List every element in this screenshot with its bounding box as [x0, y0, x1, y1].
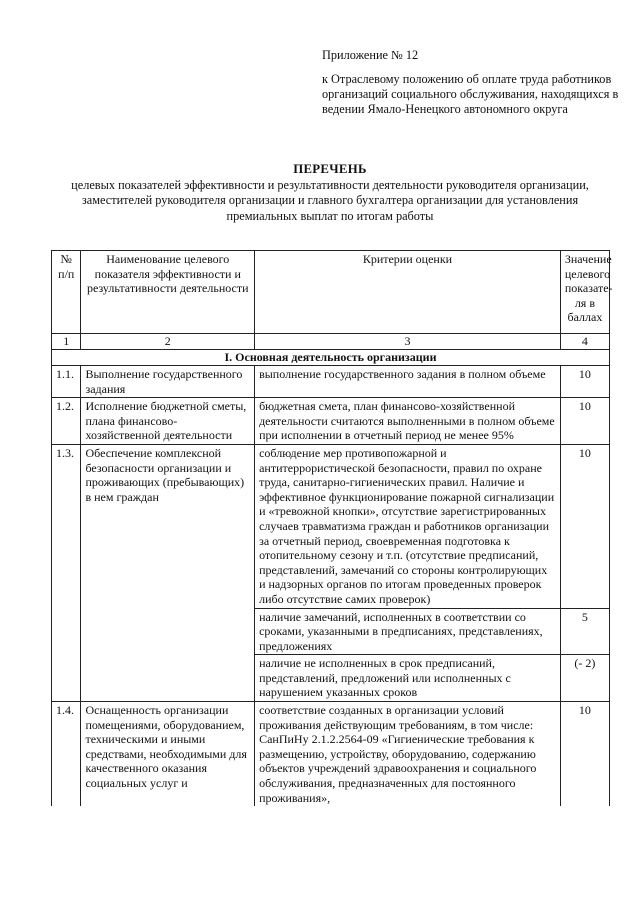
document-heading: [60, 162, 600, 224]
row-criteria: бюджетная смета, план финансово-хозяйственной деятельности считаются выполненными в полном объеме при исполнении в отчетный период не менее 95%: [255, 398, 561, 445]
header-name: Наименование целевого показателя эффективности и результативности деятельности: [81, 251, 255, 334]
row-num: 1.2.: [52, 398, 81, 445]
column-number: 1: [52, 334, 81, 350]
table-row: [52, 702, 610, 807]
row-name: Выполнение государственного задания: [81, 366, 255, 398]
document-subtitle: целевых показателей эффективности и результативности деятельности руководителя организации, заместителей руководителя организации и главного бухгалтера организации для установления премиальных выплат по итогам работы: [71, 177, 589, 223]
row-num: 1.4.: [52, 702, 81, 807]
row-criteria: выполнение государственного задания в полном объеме: [255, 366, 561, 398]
row-num: 1.1.: [52, 366, 81, 398]
section-row: [52, 350, 610, 366]
row-value: 10: [560, 444, 609, 608]
section-title: I. Основная деятельность организации: [52, 350, 610, 366]
indicators-table: [51, 250, 613, 806]
row-criteria: наличие не исполненных в срок предписаний, представлений, предложений или исполненных с нарушением указанных сроков: [255, 655, 561, 702]
appendix-number: Приложение № 12: [322, 48, 419, 62]
header-value: Значение целевого показате-ля в баллах: [560, 251, 609, 334]
row-num: 1.3.: [52, 444, 81, 701]
header-num: № п/п: [52, 251, 81, 334]
row-criteria: соблюдение мер противопожарной и антитеррористической безопасности, правил по охране труда, санитарно-гигиенических правил. Наличие и эффективное функционирование пожарной сигнализации и «тревожной кнопки», отсутствие зарегистрированных случаев травматизма граждан и работников организации за отчетный период, своевременная подготовка к отопительному сезону и т.п. (отсутствие предписаний, представлений, замечаний со стороны контролирующих и надзорных органов по итогам проведенных проверок либо отсутствие самих проверок): [255, 444, 561, 608]
row-value: (- 2): [560, 655, 609, 702]
table-row: [52, 398, 610, 445]
row-criteria: наличие замечаний, исполненных в соответствии со сроками, указанными в предписаниях, представлениях, предложениях: [255, 608, 561, 655]
table-row: [52, 444, 610, 608]
table-header-row: [52, 251, 610, 334]
appendix-text: к Отраслевому положению об оплате труда работников организаций социального обслуживания, находящихся в ведении Ямало-Ненецкого автономного округа: [322, 72, 619, 116]
row-value: 10: [560, 366, 609, 398]
row-criteria: соответствие созданных в организации условий проживания действующим требованиям, в том числе: СанПиНу 2.1.2.2564-09 «Гигиенические требования к размещению, устройству, оборудованию, содержанию объектов учреждений здравоохранения и социального обслуживания, предназначенных для постоянного проживания»,: [255, 702, 561, 807]
column-number: 2: [81, 334, 255, 350]
row-value: 5: [560, 608, 609, 655]
appendix-block: [322, 48, 622, 117]
table-row: [52, 366, 610, 398]
column-numbers-row: [52, 334, 610, 350]
column-number: 4: [560, 334, 609, 350]
row-name: Обеспечение комплексной безопасности организации и проживающих (пребывающих) в нем граждан: [81, 444, 255, 701]
document-title: ПЕРЕЧЕНЬ: [293, 162, 367, 176]
column-number: 3: [255, 334, 561, 350]
row-name: Исполнение бюджетной сметы, плана финансово-хозяйственной деятельности: [81, 398, 255, 445]
row-name: Оснащенность организации помещениями, оборудованием, техническими и иными средствами, необходимыми для качественного оказания социальных услуг и: [81, 702, 255, 807]
row-value: 10: [560, 702, 609, 807]
row-value: 10: [560, 398, 609, 445]
header-criteria: Критерии оценки: [255, 251, 561, 334]
